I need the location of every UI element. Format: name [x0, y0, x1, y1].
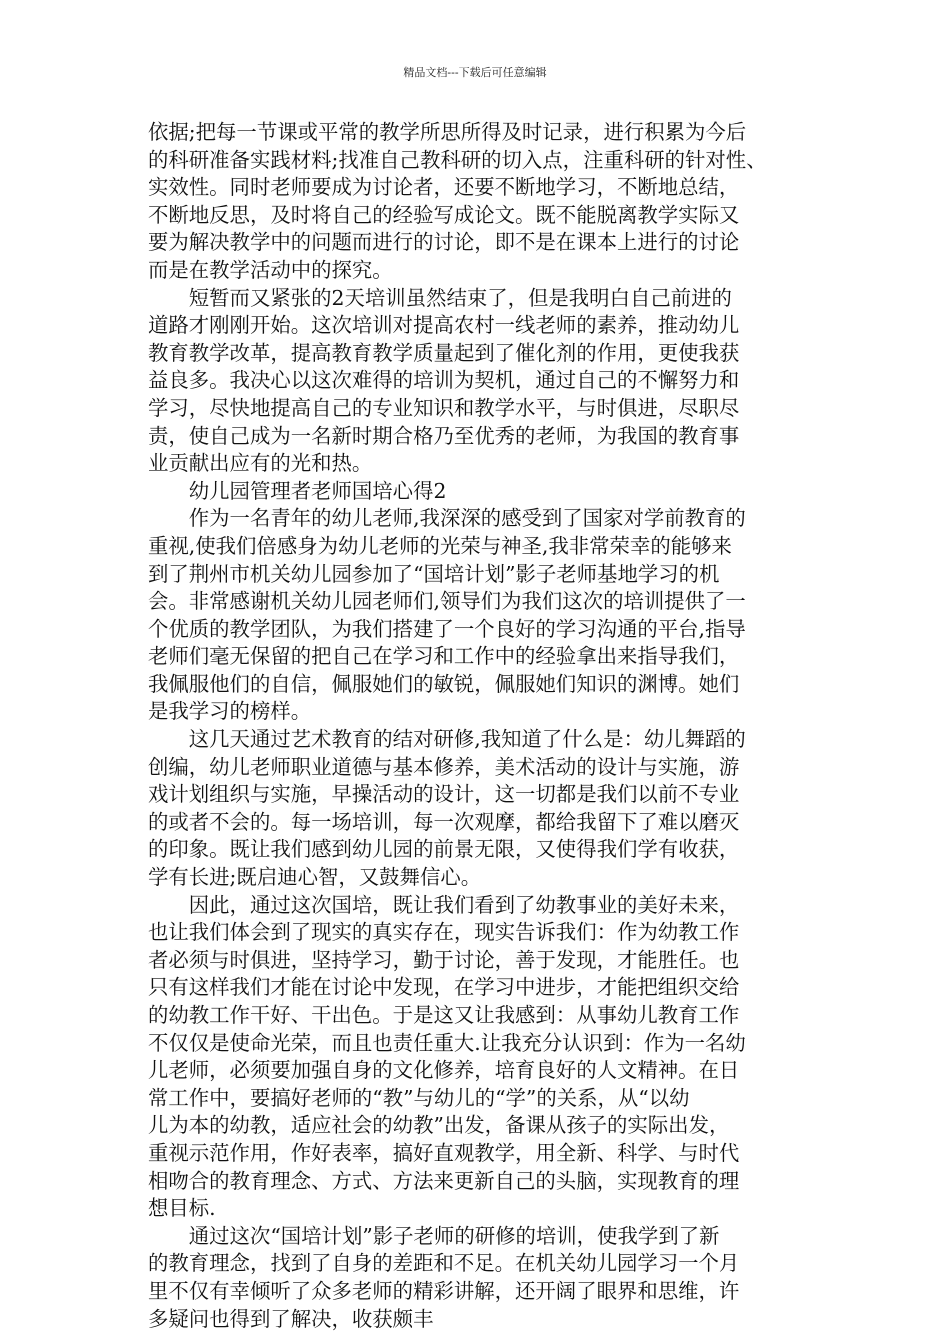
text-line: 我佩服他们的自信，佩服她们的敏锐，佩服她们知识的渊博。她们	[148, 671, 740, 696]
text-line: 实效性。同时老师要成为讨论者，还要不断地学习，不断地总结，	[148, 175, 740, 200]
text-line: 也让我们体会到了现实的真实存在，现实告诉我们：作为幼教工作	[148, 920, 740, 945]
text-line: 的或者不会的。每一场培训，每一次观摩，都给我留下了难以磨灭	[148, 809, 740, 834]
text-line: 因此，通过这次国培，既让我们看到了幼教事业的美好未来，	[148, 892, 740, 917]
text-line: 益良多。我决心以这次难得的培训为契机，通过自己的不懈努力和	[148, 368, 740, 393]
text-line: 要为解决教学中的问题而进行的讨论，即不是在课本上进行的讨论	[148, 230, 740, 255]
text-line: 道路才刚刚开始。这次培训对提高农村一线老师的素养，推动幼儿	[148, 313, 740, 338]
text-line: 个优质的教学团队，为我们搭建了一个良好的学习沟通的平台,指导	[148, 616, 746, 641]
text-line: 只有这样我们才能在讨论中发现，在学习中进步，才能把组织交给	[148, 975, 740, 1000]
text-line: 而是在教学活动中的探究。	[148, 257, 393, 282]
text-line: 儿老师，必须要加强自身的文化修养，培育良好的人文精神。在日	[148, 1058, 740, 1083]
text-line: 作为一名青年的幼儿老师,我深深的感受到了国家对学前教育的	[148, 506, 746, 531]
text-line: 责，使自己成为一名新时期合格乃至优秀的老师，为我国的教育事	[148, 423, 740, 448]
text-line: 的教育理念，找到了自身的差距和不足。在机关幼儿园学习一个月	[148, 1251, 740, 1276]
text-line: 相吻合的教育理念、方式、方法来更新自己的头脑，实现教育的理	[148, 1168, 740, 1193]
text-line: 会。非常感谢机关幼儿园老师们,领导们为我们这次的培训提供了一	[148, 589, 746, 614]
text-line: 短暂而又紧张的2天培训虽然结束了，但是我明白自己前进的	[148, 285, 732, 310]
text-line: 创编，幼儿老师职业道德与基本修养，美术活动的设计与实施，游	[148, 754, 740, 779]
text-line: 想目标.	[148, 1196, 216, 1221]
text-line: 教育教学改革，提高教育教学质量起到了催化剂的作用，更使我获	[148, 340, 740, 365]
text-line: 者必须与时俱进，坚持学习，勤于讨论，善于发现，才能胜任。也	[148, 947, 740, 972]
text-line: 的科研准备实践材料;找准自己教科研的切入点，注重科研的针对性、	[148, 147, 767, 172]
text-line: 常工作中，要搞好老师的“教”与幼儿的“学”的关系，从“以幼	[148, 1085, 690, 1110]
text-line: 不仅仅是使命光荣，而且也责任重大.让我充分认识到：作为一名幼	[148, 1030, 746, 1055]
text-line: 里不仅有幸倾听了众多老师的精彩讲解，还开阔了眼界和思维，许	[148, 1278, 740, 1303]
text-line: 儿为本的幼教，适应社会的幼教”出发，备课从孩子的实际出发，	[148, 1113, 730, 1138]
text-line: 幼儿园管理者老师国培心得2	[148, 478, 447, 503]
text-line: 是我学习的榜样。	[148, 699, 312, 724]
text-line: 戏计划组织与实施，早操活动的设计，这一切都是我们以前不专业	[148, 782, 740, 807]
text-line: 业贡献出应有的光和热。	[148, 451, 373, 476]
text-line: 的幼教工作干好、干出色。于是这又让我感到：从事幼儿教育工作	[148, 1003, 740, 1027]
text-line: 学习，尽快地提高自己的专业知识和教学水平，与时俱进，尽职尽	[148, 395, 740, 420]
text-line: 老师们毫无保留的把自己在学习和工作中的经验拿出来指导我们，	[148, 644, 740, 669]
text-line: 的印象。既让我们感到幼儿园的前景无限，又使得我们学有收获，	[148, 837, 740, 862]
page-header: 精品文档---下载后可任意编辑	[403, 66, 547, 79]
text-line: 多疑问也得到了解决，收获颇丰	[148, 1306, 434, 1331]
text-line: 通过这次“国培计划”影子老师的研修的培训，使我学到了新	[148, 1223, 720, 1248]
text-line: 到了荆州市机关幼儿园参加了“国培计划”影子老师基地学习的机	[148, 561, 720, 586]
text-line: 重视示范作用，作好表率，搞好直观教学，用全新、科学、与时代	[148, 1140, 740, 1165]
text-line: 重视,使我们倍感身为幼儿老师的光荣与神圣,我非常荣幸的能够来	[148, 533, 732, 558]
text-line: 依据;把每一节课或平常的教学所思所得及时记录，进行积累为今后	[148, 120, 747, 144]
text-line: 不断地反思，及时将自己的经验写成论文。既不能脱离教学实际又	[148, 202, 740, 227]
text-line: 学有长进;既启迪心智，又鼓舞信心。	[148, 865, 482, 890]
document-body	[148, 119, 808, 1333]
text-line: 这几天通过艺术教育的结对研修,我知道了什么是：幼儿舞蹈的	[148, 727, 746, 752]
